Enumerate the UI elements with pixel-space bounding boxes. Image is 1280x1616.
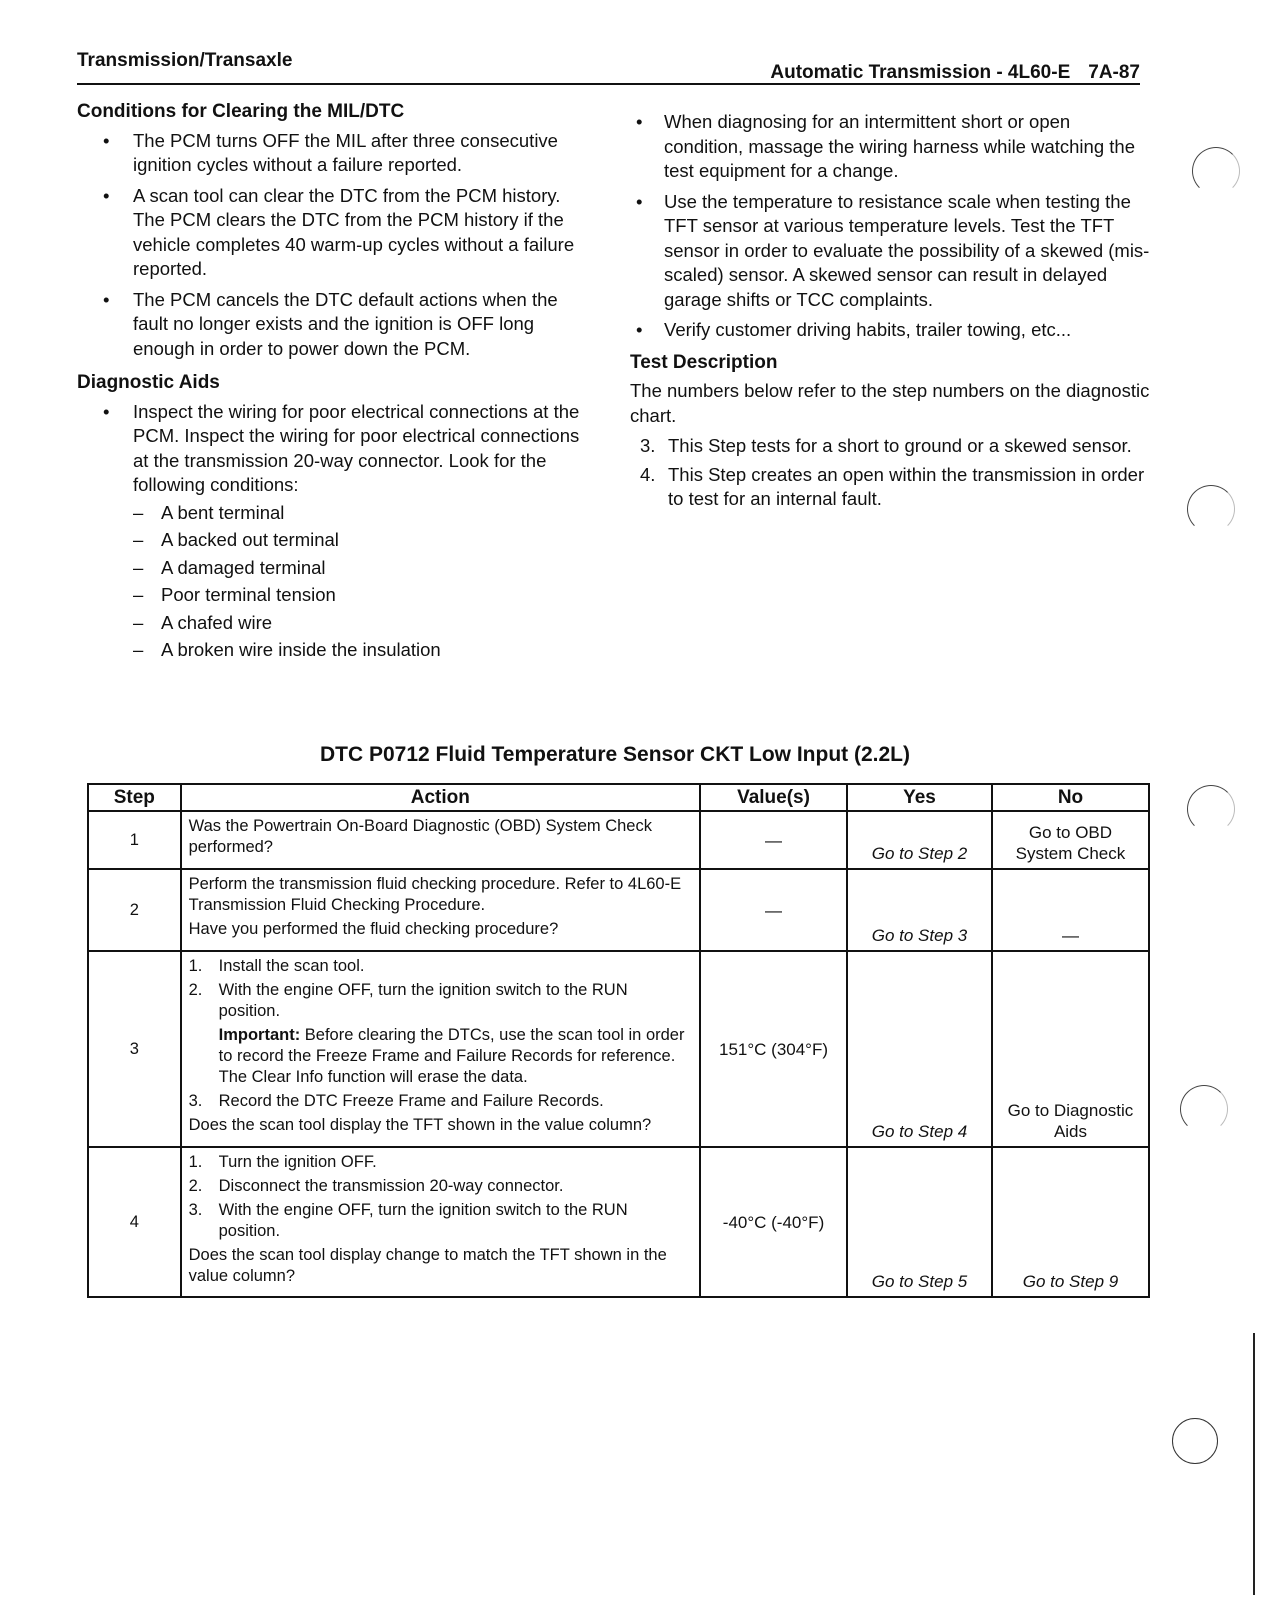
table-row [88, 951, 1149, 1147]
list-item: • Use the temperature to resistance scale when testing the TFT sensor at various temperature levels. Test the TFT sensor in order to evaluate the possibility of a skewed (mis-scaled) sensor. A skewed sensor can result in delayed garage shifts or TCC complaints. [630, 190, 1150, 313]
step-cell: 3 [88, 951, 181, 1147]
list-item: – A damaged terminal [133, 556, 597, 581]
punch-hole [1192, 147, 1240, 195]
item-number: 2. [188, 981, 203, 999]
page-number: 7A-87 [1088, 62, 1140, 83]
table-row [88, 1147, 1149, 1297]
header-yes: Yes [847, 784, 992, 811]
aids-more-list [630, 110, 1150, 343]
important-label: Important: [218, 1026, 301, 1044]
action-question: Have you performed the fluid checking procedure? [188, 920, 559, 938]
list-item: • A scan tool can clear the DTC from the PCM history. The PCM clears the DTC from the PCM history if the vehicle completes 40 warm-up cycles without a failure reported. [77, 184, 597, 282]
table-row [88, 811, 1149, 869]
value-cell: — [700, 869, 847, 951]
action-cell: Was the Powertrain On-Board Diagnostic (OBD) System Check performed? [181, 811, 700, 869]
action-cell [181, 869, 700, 951]
item-number: 3. [188, 1201, 203, 1219]
list-item: – A broken wire inside the insulation [133, 638, 597, 663]
item-text: Install the scan tool. [218, 957, 365, 975]
clearing-title: Conditions for Clearing the MIL/DTC [77, 101, 405, 122]
action-list [189, 1091, 692, 1112]
value-cell: 151°C (304°F) [700, 951, 847, 1147]
yes-cell: Go to Step 5 [847, 1147, 992, 1297]
list-item: • The PCM turns OFF the MIL after three consecutive ignition cycles without a failure reported. [77, 129, 597, 178]
chapter-title: Automatic Transmission - 4L60-E [770, 62, 1071, 83]
list-item: – A backed out terminal [133, 528, 597, 553]
list-item [189, 1200, 692, 1242]
header-values: Value(s) [700, 784, 847, 811]
table-title: DTC P0712 Fluid Temperature Sensor CKT Low Input (2.2L) [319, 743, 911, 766]
left-column [77, 100, 597, 669]
list-item [189, 980, 692, 1022]
page-header-section: Transmission/Transaxle [77, 50, 293, 71]
clearing-list [77, 129, 597, 362]
inspect-text: Inspect the wiring for poor electrical connections at the PCM. Inspect the wiring for poor electrical connections at the transmission 20-way connector. Look for the following conditions: [133, 400, 580, 495]
action-question: Does the scan tool display the TFT shown in the value column? [188, 1116, 652, 1134]
yes-cell: Go to Step 3 [847, 869, 992, 951]
item-text: With the engine OFF, turn the ignition switch to the RUN position. [218, 1201, 628, 1240]
header-action: Action [181, 784, 700, 811]
punch-hole [1172, 1418, 1218, 1464]
action-list [189, 1152, 692, 1242]
item-number: 3. [188, 1092, 203, 1110]
list-item: • When diagnosing for an intermittent short or open condition, massage the wiring harness while watching the test equipment for a change. [630, 110, 1150, 184]
yes-cell: Go to Step 4 [847, 951, 992, 1147]
important-text: Before clearing the DTCs, use the scan tool in order to record the Freeze Frame and Failure Records for reference. The Clear Info function will erase the data. [218, 1026, 685, 1086]
table-row [88, 869, 1149, 951]
step-number: 4. [640, 463, 656, 485]
no-cell: Go to Step 9 [992, 1147, 1149, 1297]
no-cell: Go to Diagnostic Aids [992, 951, 1149, 1147]
list-item [630, 463, 1150, 512]
action-line: Perform the transmission fluid checking procedure. Refer to 4L60-E Transmission Fluid Checking Procedure. [188, 875, 682, 914]
list-item [77, 400, 597, 663]
step-text: This Step tests for a short to ground or a skewed sensor. [668, 435, 1132, 456]
value-cell: -40°C (-40°F) [700, 1147, 847, 1297]
item-number: 1. [188, 957, 203, 975]
scan-edge-line [1253, 1333, 1255, 1595]
test-intro: The numbers below refer to the step numbers on the diagnostic chart. [630, 380, 1150, 426]
list-item: • The PCM cancels the DTC default actions when the fault no longer exists and the ignition is OFF long enough in order to power down the PCM. [77, 288, 597, 362]
list-item: – A chafed wire [133, 611, 597, 636]
list-item [630, 434, 1150, 459]
action-cell [181, 951, 700, 1147]
list-item: – A bent terminal [133, 501, 597, 526]
value-cell: — [700, 811, 847, 869]
item-text: Turn the ignition OFF. [218, 1153, 377, 1171]
table-header-row [88, 784, 1149, 811]
important-note [189, 1025, 692, 1088]
header-no: No [992, 784, 1149, 811]
item-text: With the engine OFF, turn the ignition switch to the RUN position. [218, 981, 628, 1020]
item-text: Record the DTC Freeze Frame and Failure Records. [218, 1092, 604, 1110]
no-cell: — [992, 869, 1149, 951]
punch-hole [1180, 1085, 1228, 1133]
step-cell: 2 [88, 869, 181, 951]
item-number: 2. [188, 1177, 203, 1195]
yes-cell: Go to Step 2 [847, 811, 992, 869]
aids-title: Diagnostic Aids [77, 372, 220, 393]
step-number: 3. [640, 435, 656, 456]
action-list [189, 956, 692, 1022]
aids-list [77, 400, 597, 663]
right-column [630, 110, 1150, 516]
test-steps [630, 434, 1150, 512]
header-step: Step [88, 784, 181, 811]
header-rule [77, 83, 1140, 85]
item-text: Disconnect the transmission 20-way connector. [218, 1177, 564, 1195]
list-item: – Poor terminal tension [133, 583, 597, 608]
list-item [189, 1091, 692, 1112]
list-item [189, 1152, 692, 1173]
action-cell [181, 1147, 700, 1297]
item-number: 1. [188, 1153, 203, 1171]
no-cell: Go to OBD System Check [992, 811, 1149, 869]
step-text: This Step creates an open within the transmission in order to test for an internal fault. [668, 463, 1145, 509]
list-item [189, 1176, 692, 1197]
step-cell: 1 [88, 811, 181, 869]
list-item [189, 956, 692, 977]
punch-hole [1187, 485, 1235, 533]
test-title: Test Description [630, 351, 778, 373]
list-item: • Verify customer driving habits, trailer towing, etc... [630, 318, 1150, 343]
step-cell: 4 [88, 1147, 181, 1297]
page-header-chapter [770, 62, 1140, 84]
diagnostic-table [87, 783, 1150, 1298]
conditions-list [133, 501, 597, 663]
punch-hole [1187, 785, 1235, 833]
action-question: Does the scan tool display change to match the TFT shown in the value column? [188, 1246, 667, 1285]
